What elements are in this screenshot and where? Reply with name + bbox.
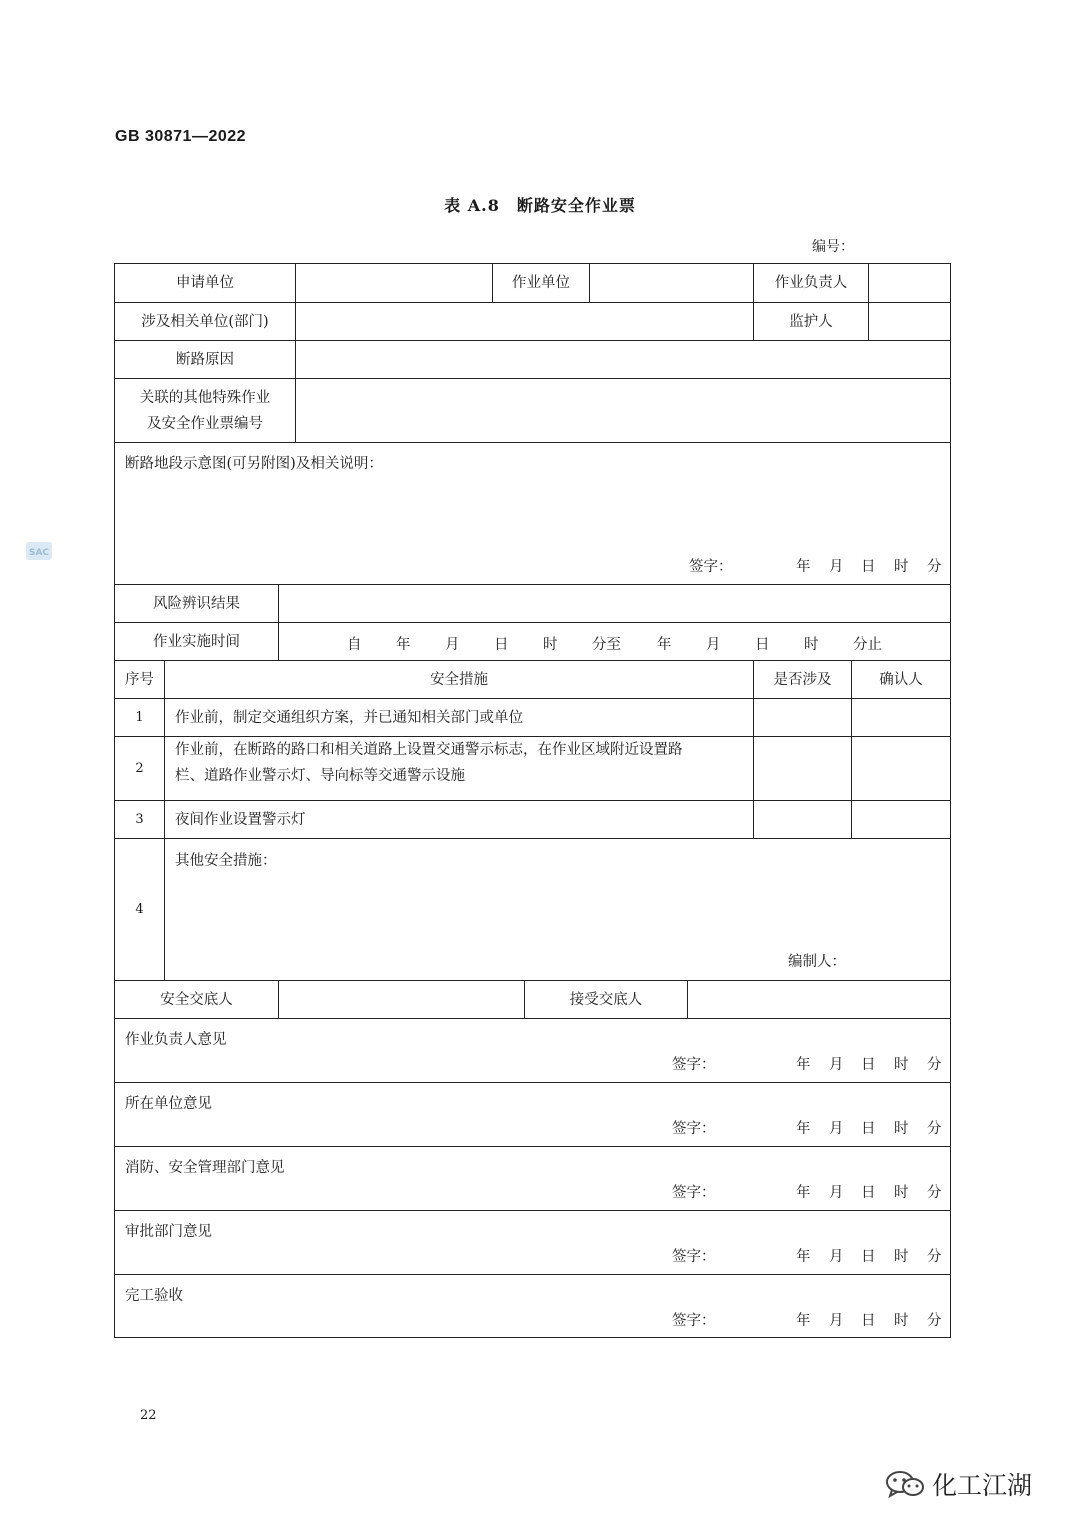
field-reason[interactable]: [295, 341, 950, 379]
label-work-leader: 作业负责人: [753, 264, 868, 302]
measures-header: [115, 660, 950, 699]
field-guardian[interactable]: [868, 303, 950, 341]
measure-confirmer-field[interactable]: [851, 737, 950, 801]
sign-month: 月: [829, 1057, 844, 1073]
label-other-measures: 其他安全措施：: [175, 853, 277, 869]
measure-no: 3: [135, 812, 144, 827]
time-month-start: 月: [445, 637, 460, 653]
opinion-label: 消防、安全管理部门意见: [125, 1160, 285, 1176]
opinion-row[interactable]: [115, 1210, 950, 1275]
field-handover-giver[interactable]: [278, 981, 524, 1019]
measure-confirmer-field[interactable]: [851, 699, 950, 737]
row-handover: [115, 980, 950, 1019]
time-hour-start: 时: [543, 637, 558, 653]
sign-year: 年: [796, 1313, 811, 1329]
measure-row: [115, 800, 950, 839]
label-handover-receiver: 接受交底人: [524, 981, 687, 1019]
time-minute-to: 分至: [592, 637, 621, 653]
opinion-label: 完工验收: [125, 1288, 183, 1304]
work-permit-table: [114, 263, 951, 1338]
sign-minute: 分: [927, 1185, 942, 1201]
label-road-section-diagram: 断路地段示意图(可另附图)及相关说明：: [125, 456, 383, 472]
measure-involved-field[interactable]: [753, 737, 851, 801]
sign-year: 年: [796, 1121, 811, 1137]
field-related-units[interactable]: [295, 303, 753, 341]
sign-hour: 时: [894, 1249, 909, 1265]
label-related-units: 涉及相关单位(部门): [141, 314, 269, 330]
sign-month: 月: [829, 1185, 844, 1201]
measure-confirmer-field[interactable]: [851, 801, 950, 839]
label-work-unit: 作业单位: [492, 264, 589, 302]
sign-minute: 分: [927, 1121, 942, 1137]
sign-minute: 分: [927, 1313, 942, 1329]
sign-minute: 分: [927, 559, 942, 575]
label-handover-giver: 安全交底人: [160, 992, 233, 1008]
sign-year: 年: [796, 1249, 811, 1265]
label-risk-result: 风险辨识结果: [153, 596, 240, 612]
label-work-time: 作业实施时间: [153, 634, 240, 650]
measure-row: [115, 736, 950, 801]
label-reason: 断路原因: [176, 352, 234, 368]
time-minute-end: 分止: [853, 637, 882, 653]
opinion-row[interactable]: [115, 1274, 950, 1338]
sign-day: 日: [861, 1121, 876, 1137]
header-confirmer: 确认人: [851, 661, 950, 699]
header-measure: 安全措施: [164, 661, 753, 699]
opinion-label: 审批部门意见: [125, 1224, 212, 1240]
measure-no: 2: [135, 761, 144, 776]
sign-year: 年: [796, 559, 811, 575]
sign-day: 日: [861, 559, 876, 575]
sign-minute: 分: [927, 1057, 942, 1073]
time-month-end: 月: [706, 637, 721, 653]
sign-label: 签字：: [672, 1249, 716, 1265]
row-work-time: [115, 622, 950, 661]
sign-hour: 时: [894, 1313, 909, 1329]
sign-label: 签字：: [672, 1121, 716, 1137]
watermark-text: 化工江湖: [932, 1471, 1033, 1500]
field-applicant-unit[interactable]: [295, 264, 492, 302]
header-no: 序号: [125, 672, 154, 688]
standard-code: GB 30871—2022: [115, 128, 247, 145]
label-applicant-unit: 申请单位: [176, 275, 234, 291]
label-guardian: 监护人: [753, 303, 868, 341]
field-handover-receiver[interactable]: [687, 981, 950, 1019]
field-risk-result[interactable]: [278, 585, 950, 623]
measure-text: 夜间作业设置警示灯: [164, 801, 753, 839]
field-work-unit[interactable]: [589, 264, 753, 302]
opinion-row[interactable]: [115, 1082, 950, 1147]
watermark: [884, 1466, 1032, 1502]
sign-day: 日: [861, 1249, 876, 1265]
wechat-icon: [884, 1469, 926, 1499]
measure-text: 作业前，在断路的路口和相关道路上设置交通警示标志，在作业区域附近设置路 栏、道路作业警示灯、导向标等交通警示设施: [164, 737, 753, 801]
sign-hour: 时: [894, 559, 909, 575]
field-work-time[interactable]: [278, 623, 950, 661]
time-year-end: 年: [657, 637, 672, 653]
field-other-measures[interactable]: [164, 839, 950, 981]
sign-year: 年: [796, 1185, 811, 1201]
opinion-label: 所在单位意见: [125, 1096, 212, 1112]
sign-month: 月: [829, 1249, 844, 1265]
field-related-special-work[interactable]: [295, 379, 950, 443]
measure-involved-field[interactable]: [753, 699, 851, 737]
measure-row: [115, 698, 950, 737]
time-hour-end: 时: [804, 637, 819, 653]
field-work-leader[interactable]: [868, 264, 950, 302]
measure-text: 作业前，制定交通组织方案，并已通知相关部门或单位: [164, 699, 753, 737]
time-day-end: 日: [755, 637, 770, 653]
row-related-units: [115, 302, 950, 341]
row-reason: [115, 340, 950, 379]
label-compiler: 编制人：: [788, 954, 846, 970]
time-from: 自: [347, 637, 362, 653]
sign-hour: 时: [894, 1057, 909, 1073]
measure-involved-field[interactable]: [753, 801, 851, 839]
label-related-special-work: 关联的其他特殊作业 及安全作业票编号: [139, 390, 271, 432]
sign-day: 日: [861, 1185, 876, 1201]
sign-label: 签字：: [689, 559, 733, 575]
sign-hour: 时: [894, 1185, 909, 1201]
table-title: 表 A.8 断路安全作业票: [444, 196, 636, 215]
measure-no: 1: [135, 710, 144, 725]
row-risk-result: [115, 584, 950, 623]
header-involved: 是否涉及: [753, 661, 851, 699]
measure-row-other: [115, 838, 950, 981]
svg-text:SAC: SAC: [28, 548, 50, 558]
opinion-label: 作业负责人意见: [125, 1032, 227, 1048]
sign-minute: 分: [927, 1249, 942, 1265]
time-year-start: 年: [396, 637, 411, 653]
row-applicant: [115, 264, 950, 302]
opinion-row[interactable]: [115, 1146, 950, 1211]
row-related-special-work: [115, 378, 950, 443]
sign-day: 日: [861, 1313, 876, 1329]
row-road-section-diagram[interactable]: [115, 442, 950, 585]
sign-label: 签字：: [672, 1185, 716, 1201]
sign-hour: 时: [894, 1121, 909, 1137]
page-number: 22: [140, 1408, 157, 1423]
sign-month: 月: [829, 1313, 844, 1329]
sac-logo-icon: [25, 540, 53, 562]
sign-month: 月: [829, 1121, 844, 1137]
opinion-row[interactable]: [115, 1018, 950, 1083]
sign-label: 签字：: [672, 1057, 716, 1073]
time-day-start: 日: [494, 637, 509, 653]
sign-year: 年: [796, 1057, 811, 1073]
sign-label: 签字：: [672, 1313, 716, 1329]
sign-day: 日: [861, 1057, 876, 1073]
serial-number-label: 编号：: [812, 239, 854, 255]
sign-month: 月: [829, 559, 844, 575]
measure-no: 4: [135, 902, 144, 917]
